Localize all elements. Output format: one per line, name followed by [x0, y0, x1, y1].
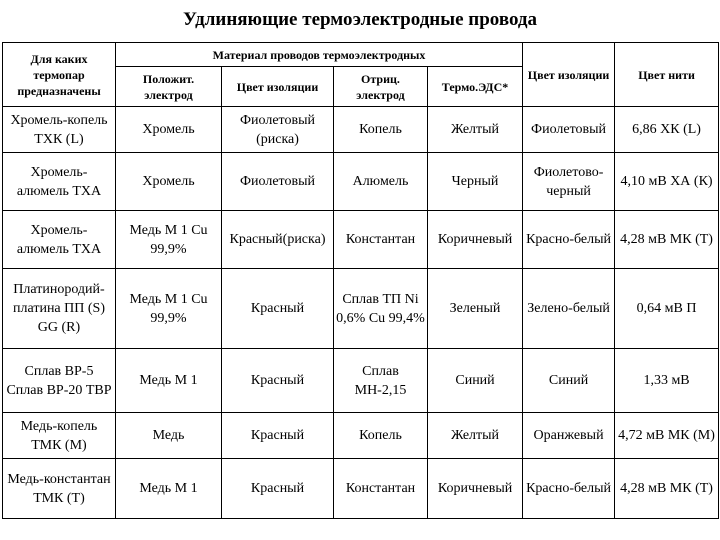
- table-row: [3, 269, 719, 349]
- positive-electrode-cell: Медь М 1 Cu 99,9%: [116, 211, 222, 269]
- wires-table: [2, 42, 719, 519]
- insulation-cell: Желтый: [428, 107, 523, 153]
- header-positive-electrode: Положит. электрод: [116, 67, 222, 107]
- negative-electrode-cell: Алюмель: [334, 153, 428, 211]
- header-emf: Термо.ЭДС*: [428, 67, 523, 107]
- table-row: [3, 107, 719, 153]
- negative-electrode-cell: Константан: [334, 211, 428, 269]
- table-row: [3, 459, 719, 519]
- negative-electrode-cell: Сплав ТП Ni 0,6% Cu 99,4%: [334, 269, 428, 349]
- insulation-cell: Фиолетовый (риска): [222, 107, 334, 153]
- thermocouple-cell: Медь-копель ТМК (М): [3, 413, 116, 459]
- positive-electrode-cell: Хромель: [116, 107, 222, 153]
- emf-cell: 6,86 ХК (L): [615, 107, 719, 153]
- positive-electrode-cell: Медь: [116, 413, 222, 459]
- insulation-cell: Красный(риска): [222, 211, 334, 269]
- insulation-cell: Коричневый: [428, 211, 523, 269]
- emf-cell: 4,28 мВ МК (Т): [615, 459, 719, 519]
- positive-electrode-cell: Медь М 1 Cu 99,9%: [116, 269, 222, 349]
- negative-electrode-cell: Константан: [334, 459, 428, 519]
- header-insulation-color: Цвет изоляции: [523, 43, 615, 107]
- thread-color-cell: Фиолетовый: [523, 107, 615, 153]
- positive-electrode-cell: Хромель: [116, 153, 222, 211]
- thread-color-cell: Зелено-белый: [523, 269, 615, 349]
- positive-electrode-cell: Медь М 1: [116, 459, 222, 519]
- insulation-cell: Черный: [428, 153, 523, 211]
- emf-cell: 0,64 мВ П: [615, 269, 719, 349]
- page-title: Удлиняющие термоэлектродные провода: [182, 9, 538, 30]
- table-row: [3, 153, 719, 211]
- insulation-cell: Красный: [222, 459, 334, 519]
- thread-color-cell: Красно-белый: [523, 211, 615, 269]
- table-row: [3, 349, 719, 413]
- thermocouple-cell: Хромель-копель ТХК (L): [3, 107, 116, 153]
- insulation-cell: Фиолетовый: [222, 153, 334, 211]
- thermocouple-cell: Платинородий-платина ПП (S) GG (R): [3, 269, 116, 349]
- thermocouple-cell: Хромель-алюмель ТХА: [3, 211, 116, 269]
- positive-electrode-cell: Медь М 1: [116, 349, 222, 413]
- insulation-cell: Коричневый: [428, 459, 523, 519]
- thread-color-cell: Красно-белый: [523, 459, 615, 519]
- header-negative-electrode: Отриц. электрод: [334, 67, 428, 107]
- insulation-cell: Синий: [428, 349, 523, 413]
- negative-electrode-cell: Копель: [334, 413, 428, 459]
- insulation-cell: Зеленый: [428, 269, 523, 349]
- table-row: [3, 211, 719, 269]
- insulation-cell: Красный: [222, 349, 334, 413]
- header-thread-color: Цвет нити: [615, 43, 719, 107]
- header-insulation-color: Цвет изоляции: [222, 67, 334, 107]
- negative-electrode-cell: Сплав МН-2,15: [334, 349, 428, 413]
- insulation-cell: Красный: [222, 269, 334, 349]
- table-row: [3, 413, 719, 459]
- emf-cell: 4,10 мВ ХА (К): [615, 153, 719, 211]
- thermocouple-cell: Сплав ВР-5 Сплав ВР-20 ТВР: [3, 349, 116, 413]
- emf-cell: 1,33 мВ: [615, 349, 719, 413]
- header-material-group: Материал проводов термоэлектродных: [116, 43, 523, 67]
- thermocouple-cell: Медь-константан ТМК (Т): [3, 459, 116, 519]
- thread-color-cell: Фиолетово-черный: [523, 153, 615, 211]
- insulation-cell: Желтый: [428, 413, 523, 459]
- header-purpose: Для каких термопар предназначены: [3, 43, 116, 107]
- insulation-cell: Красный: [222, 413, 334, 459]
- emf-cell: 4,28 мВ МК (Т): [615, 211, 719, 269]
- thread-color-cell: Синий: [523, 349, 615, 413]
- thermocouple-cell: Хромель-алюмель ТХА: [3, 153, 116, 211]
- emf-cell: 4,72 мВ МК (М): [615, 413, 719, 459]
- negative-electrode-cell: Копель: [334, 107, 428, 153]
- thread-color-cell: Оранжевый: [523, 413, 615, 459]
